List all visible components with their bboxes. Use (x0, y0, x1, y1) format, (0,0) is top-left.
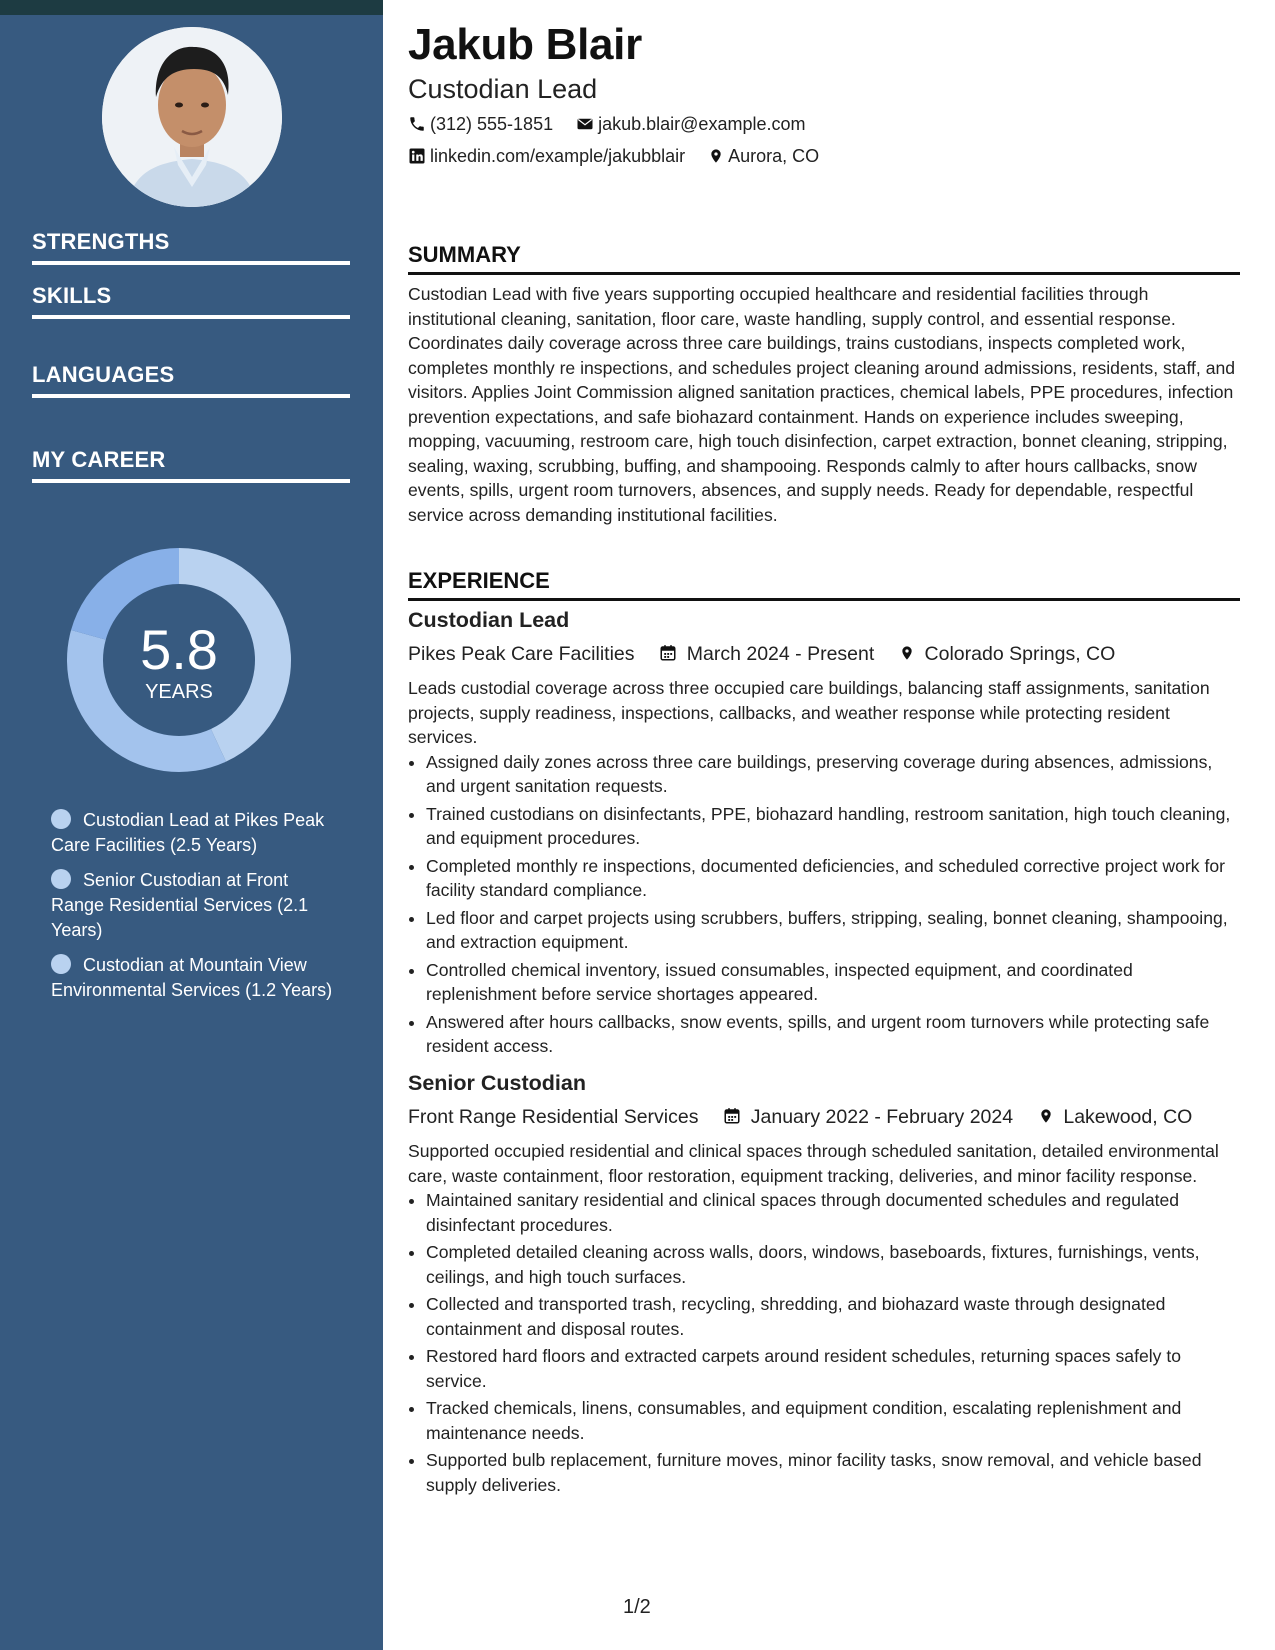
profile-photo (102, 27, 282, 207)
bullet-item: • Maintained sanitary residential and clinical spaces through documented schedules and regulated disinfectant procedures. (426, 1188, 1240, 1237)
job-meta (408, 643, 1240, 666)
top-accent-bar (0, 0, 383, 15)
calendar-icon (723, 1106, 741, 1126)
bullet-item: • Assigned daily zones across three care buildings, preserving coverage during absences, admissions, and urgent sanitation requests. (426, 750, 1240, 799)
career-heading: MY CAREER (32, 447, 350, 483)
job-description: Leads custodial coverage across three occupied care buildings, balancing staff assignments, sanitation projects, supply readiness, inspections, callbacks, and weather response while protecting resident services. (408, 678, 1210, 747)
career-list-item (51, 953, 341, 1003)
bullet-item: • Answered after hours callbacks, snow events, spills, and urgent room turnovers while protecting safe resident access. (426, 1010, 1240, 1059)
contact-row-2 (408, 146, 837, 167)
bullet-item: • Collected and transported trash, recycling, shredding, and biohazard waste through designated containment and disposal routes. (426, 1292, 1240, 1341)
linkedin-item (408, 146, 690, 166)
experience-heading: EXPERIENCE (408, 568, 1240, 601)
email-text: jakub.blair@example.com (598, 114, 806, 134)
contact-row-1 (408, 114, 823, 135)
location-text: Aurora, CO (728, 146, 820, 166)
candidate-title: Custodian Lead (408, 74, 598, 104)
bullet-item: • Completed detailed cleaning across walls, doors, windows, baseboards, fixtures, furnishings, vents, ceilings, and high touch surfaces. (426, 1240, 1240, 1289)
job-dates: March 2024 - Present (686, 643, 875, 665)
phone-item (408, 114, 558, 134)
bullet-item: • Supported bulb replacement, furniture moves, minor facility tasks, snow removal, and vehicle based supply deliveries. (426, 1448, 1240, 1497)
map-pin-icon (899, 643, 915, 663)
bullet-item: • Tracked chemicals, linens, consumables, and equipment condition, escalating replenishment and maintenance needs. (426, 1396, 1240, 1445)
bullet-item: • Controlled chemical inventory, issued consumables, inspected equipment, and coordinated replenishment before service shortages appeared. (426, 958, 1240, 1007)
sidebar (0, 15, 383, 1650)
map-pin-icon (708, 147, 724, 165)
bullet-item: • Trained custodians on disinfectants, PPE, biohazard handling, restroom sanitation, high touch cleaning, and equipment procedures. (426, 802, 1240, 851)
linkedin-icon (408, 147, 426, 165)
job-company: Front Range Residential Services (408, 1106, 699, 1128)
career-item-label: Senior Custodian at Front Range Residential Services (2.1 Years) (51, 870, 309, 940)
strengths-heading: STRENGTHS (32, 229, 350, 265)
phone-text: (312) 555-1851 (430, 114, 554, 134)
bullet-item: • Led floor and carpet projects using scrubbers, buffers, stripping, sealing, bonnet cleaning, shampooing, and extraction equipment. (426, 906, 1240, 955)
job-dates: January 2022 - February 2024 (750, 1106, 1014, 1128)
career-total-unit: YEARS (145, 681, 213, 703)
career-item-label: Custodian Lead at Pikes Peak Care Facilities (2.5 Years) (51, 810, 325, 855)
phone-icon (408, 115, 426, 133)
job-meta (408, 1106, 1240, 1129)
email-item (576, 114, 805, 134)
envelope-icon (576, 115, 594, 133)
career-list-item (51, 808, 341, 858)
map-pin-icon (1038, 1106, 1054, 1126)
experience-entry (408, 1071, 1240, 1500)
languages-heading: LANGUAGES (32, 362, 350, 398)
linkedin-text: linkedin.com/example/jakubblair (430, 146, 686, 166)
summary-heading: SUMMARY (408, 242, 1240, 275)
job-location: Lakewood, CO (1063, 1106, 1193, 1128)
candidate-name: Jakub Blair (408, 20, 642, 69)
career-dot-icon (51, 869, 71, 889)
job-location: Colorado Springs, CO (924, 643, 1116, 665)
bullet-item: • Restored hard floors and extracted carpets around resident schedules, returning spaces safely to service. (426, 1344, 1240, 1393)
career-dot-icon (51, 809, 71, 829)
bullet-item: • Completed monthly re inspections, documented deficiencies, and scheduled corrective project work for facility standard compliance. (426, 854, 1240, 903)
job-title: Custodian Lead (408, 608, 570, 632)
summary-text: Custodian Lead with five years supporting occupied healthcare and residential facilities through institutional cleaning, sanitation, floor care, waste handling, supply control, and essential response. Coordinates daily coverage across three care buildings, trains custodians, inspects completed work, completes monthly re inspections, and schedules project cleaning around admissions, residents, staff, and visitors. Applies Joint Commission aligned sanitation practices, chemical labels, PPE procedures, infection prevention expectations, and safe biohazard containment. Hands on experience includes sweeping, mopping, vacuuming, restroom care, high touch disinfection, carpet extraction, bonnet cleaning, stripping, sealing, waxing, scrubbing, buffing, and shampooing. Responds calmly to after hours callbacks, snow events, spills, urgent room turnovers, absences, and supply needs. Ready for dependable, respectful service across demanding institutional facilities. (408, 284, 1236, 525)
career-donut-chart (64, 545, 294, 775)
job-bullets (408, 1188, 1240, 1497)
career-item-label: Custodian at Mountain View Environmental Services (1.2 Years) (51, 955, 333, 1000)
job-title: Senior Custodian (408, 1071, 586, 1095)
skills-heading: SKILLS (32, 283, 350, 319)
job-description: Supported occupied residential and clinical spaces through scheduled sanitation, detailed environmental care, waste containment, floor restoration, equipment tracking, deliveries, and minor facility response. (408, 1141, 1219, 1186)
job-company: Pikes Peak Care Facilities (408, 643, 635, 665)
calendar-icon (659, 643, 677, 663)
career-total-value: 5.8 (140, 618, 218, 681)
page-number: 1/2 (623, 1596, 651, 1618)
location-item (708, 146, 819, 166)
career-list (51, 808, 341, 1013)
job-bullets (408, 750, 1240, 1059)
career-dot-icon (51, 954, 71, 974)
experience-entry (408, 608, 1240, 1062)
career-list-item (51, 868, 341, 943)
